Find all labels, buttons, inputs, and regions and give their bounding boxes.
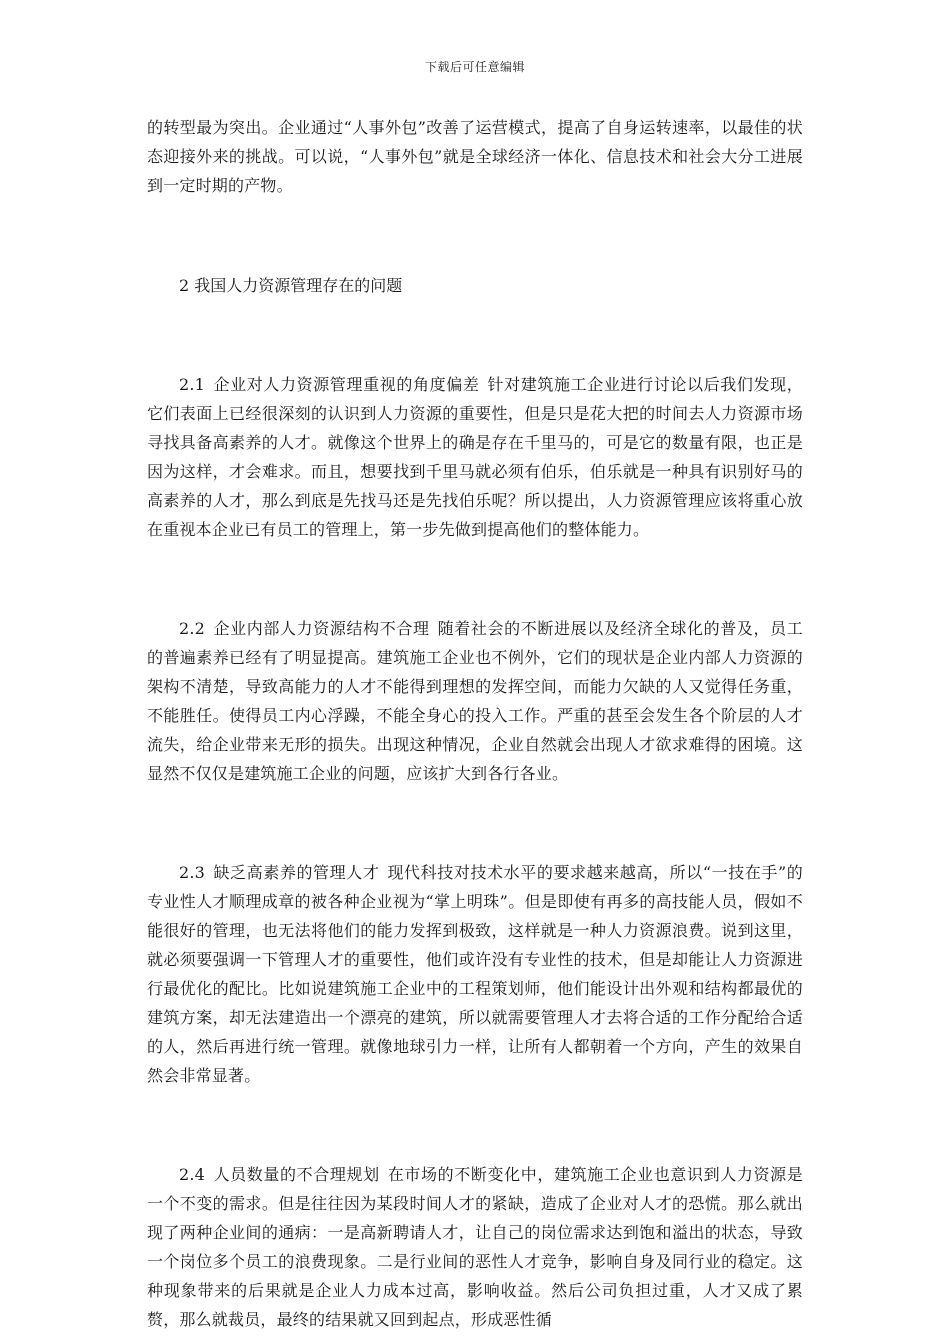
section-2-3-body: 现代科技对技术水平的要求越来越高，所以“一技在手”的专业性人才顺理成章的被各种企业视为“掌上明珠”。但是即使有再多的高技能人员，假如不能很好的管理，也无法将他们的能力发挥到极致，这样就是一种人力资源浪费。说到这里，就必须要强调一下管理人才的重要性，他们或许没有专业性的技术，但是却能让人力资源进行最优化的配比。比如说建筑施工企业中的工程策划师，他们能设计出外观和结构都最优的建筑方案，却无法建造出一个漂亮的建筑，所以就需要管理人才去将合适的工作分配给合适的人，然后再进行统一管理。就像地球引力一样，让所有人都朝着一个方向，产生的效果自然会非常显著。 — [147, 863, 803, 1085]
section-2-heading: 2 我国人力资源管理存在的问题 — [179, 276, 403, 295]
section-2-2-number: 2.2 — [179, 619, 206, 638]
spacer — [147, 200, 803, 250]
section-2-4-body: 在市场的不断变化中，建筑施工企业也意识到人力资源是一个不变的需求。但是往往因为某段时间人才的紧缺，造成了企业对人才的恐慌。那么就出现了两种企业间的通病：一是高新聘请人才，让自己的岗位需求达到饱和溢出的状态，导致一个岗位多个员工的浪费现象。二是行业间的恶性人才竞争，影响自身及同行业的稳定。这种现象带来的后果就是企业人力成本过高，影响收益。然后公司负担过重，人才又成了累赘，那么就裁员，最终的结果就又回到起点，形成恶性循 — [147, 1165, 803, 1329]
section-2-4-paragraph — [147, 1160, 803, 1334]
section-2-2-body: 随着社会的不断进展以及经济全球化的普及，员工的普遍素养已经有了明显提高。建筑施工企业也不例外，它们的现状是企业内部人力资源的架构不清楚，导致高能力的人才不能得到理想的发挥空间，而能力欠缺的人又觉得任务重，不能胜任。使得员工内心浮躁，不能全身心的投入工作。严重的甚至会发生各个阶层的人才流失，给企业带来无形的损失。出现这种情况，企业自然就会出现人才欲求难得的困境。这显然不仅仅是建筑施工企业的问题，应该扩大到各行各业。 — [147, 619, 803, 783]
section-2-3-number: 2.3 — [179, 863, 206, 882]
section-2-4-title: 人员数量的不合理规划 — [213, 1165, 380, 1184]
spacer — [147, 788, 803, 837]
page-header: 下载后可任意编辑 — [424, 60, 525, 74]
section-2-3-paragraph — [147, 858, 803, 1090]
section-2-1-number: 2.1 — [179, 375, 206, 394]
section-2-1-body: 针对建筑施工企业进行讨论以后我们发现，它们表面上已经很深刻的认识到人力资源的重要性，但是只是花大把的时间去人力资源市场寻找具备高素养的人才。就像这个世界上的确是存在千里马的，可是它的数量有限，也正是因为这样，才会难求。而且，想要找到千里马就必须有伯乐，伯乐就是一种具有识别好马的高素养的人才，那么到底是先找马还是先找伯乐呢？所以提出，人力资源管理应该将重心放在重视本企业已有员工的管理上，第一步先做到提高他们的整体能力。 — [147, 375, 803, 539]
document-body — [147, 113, 803, 1334]
intro-paragraph: 的转型最为突出。企业通过“人事外包”改善了运营模式，提高了自身运转速率，以最佳的状态迎接外来的挑战。可以说，“人事外包”就是全球经济一体化、信息技术和社会大分工进展到一定时期的产物。 — [147, 118, 803, 195]
section-2-2-title: 企业内部人力资源结构不合理 — [213, 619, 430, 638]
section-2-1-paragraph — [147, 370, 803, 544]
section-2-2-paragraph — [147, 614, 803, 788]
spacer — [147, 544, 803, 593]
section-2-1-title: 企业对人力资源管理重视的角度偏差 — [213, 375, 480, 394]
spacer — [147, 300, 803, 349]
spacer — [147, 1090, 803, 1139]
section-2-4-number: 2.4 — [179, 1165, 206, 1184]
section-2-3-title: 缺乏高素养的管理人才 — [213, 863, 380, 882]
